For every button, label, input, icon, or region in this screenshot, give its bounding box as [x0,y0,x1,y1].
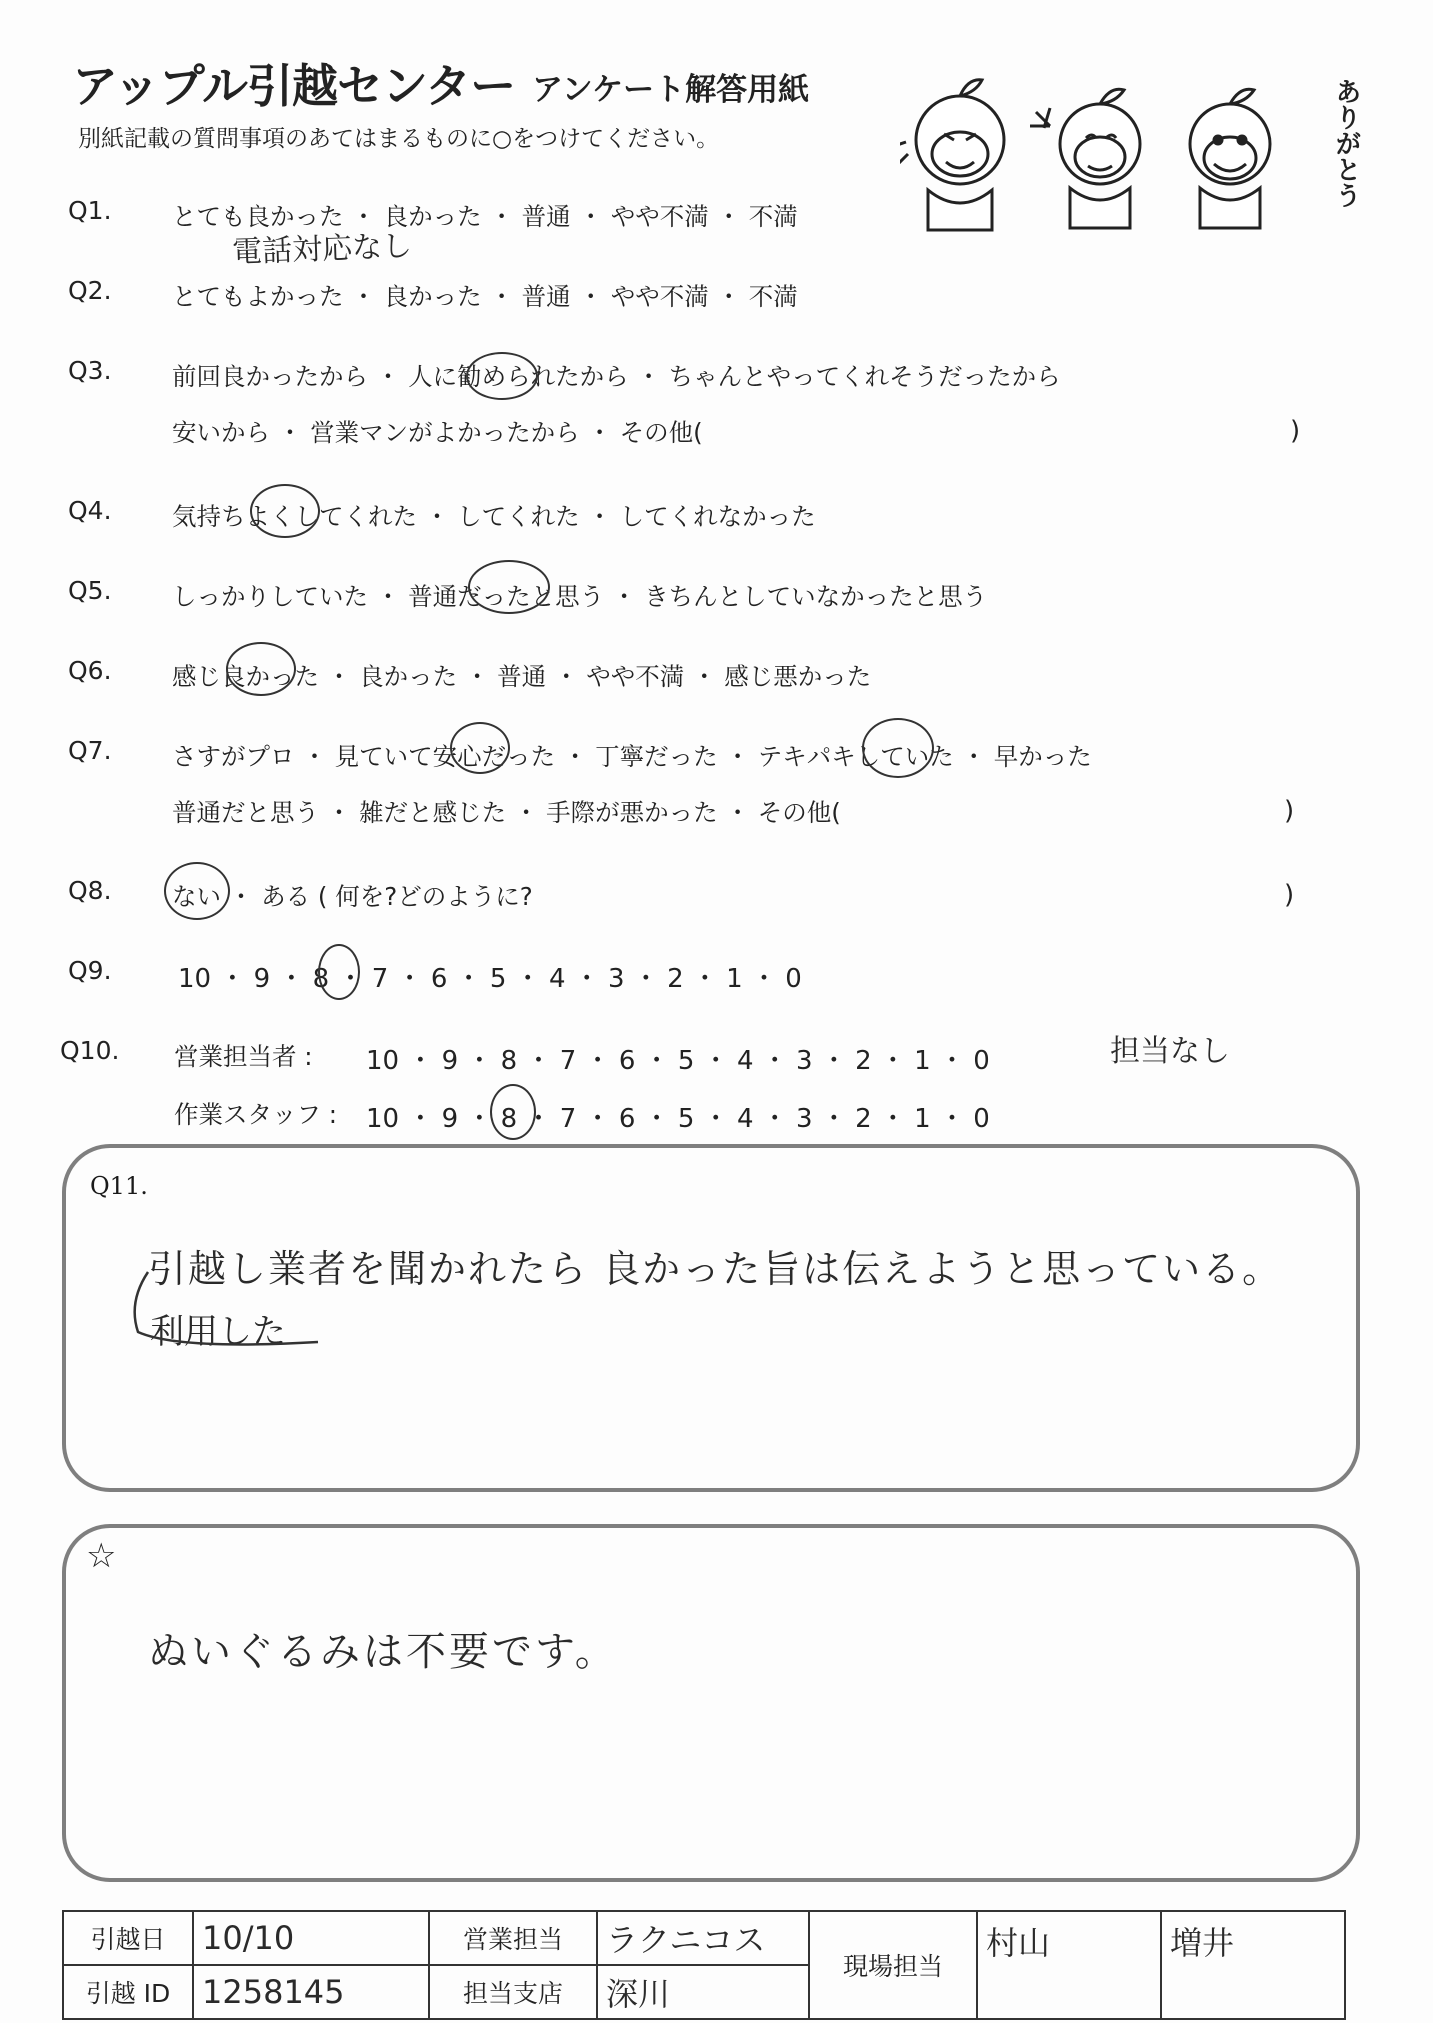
mascot-illustration [900,62,1340,242]
q7-answer-circle-1 [450,722,510,774]
q1-handwritten-note: 電話対応なし [231,228,413,271]
q1-label: Q1. [68,196,112,225]
q5-label: Q5. [68,576,112,605]
site-staff-value-2: 増井 [1161,1911,1345,2019]
site-staff-value-1: 村山 [977,1911,1161,2019]
q4-options: 気持ちよくしてくれた ・ してくれた ・ してくれなかった [172,502,816,531]
q10-staff-label: 作業スタッフ : [174,1100,338,1129]
q8-label: Q8. [68,876,112,905]
move-id-value: 1258145 [193,1965,429,2019]
q11-insert-caret-icon [120,1262,340,1362]
q3-label: Q3. [68,356,112,385]
q3-paren-close: ) [1290,416,1301,446]
q11-label: Q11. [90,1172,148,1200]
q8-paren-close: ) [1284,880,1295,910]
q9-label: Q9. [68,956,112,985]
q7-label: Q7. [68,736,112,765]
mascot-monkeys-icon [900,62,1340,242]
q8-answer-circle [164,862,230,920]
sales-staff-value: ラクニコス [597,1911,809,1965]
q4-label: Q4. [68,496,112,525]
q3-options-line1: 前回良かったから ・ 人に勧められたから ・ ちゃんとやってくれそうだったから [172,362,1061,391]
q6-options: 感じ良かった ・ 良かった ・ 普通 ・ やや不満 ・ 感じ悪かった [172,662,872,691]
brand-title: アップル引越センター [72,59,516,113]
comment-answer-box [62,1524,1360,1882]
q8-options: ない ・ ある ( 何を?どのように? [172,882,533,911]
q1-options: とても良かった ・ 良かった ・ 普通 ・ やや不満 ・ 不満 [172,202,798,231]
q4-answer-circle [250,484,320,538]
q7-answer-circle-2 [862,718,934,778]
q6-answer-circle [226,642,296,696]
q3-options-line2: 安いから ・ 営業マンがよかったから ・ その他( [172,418,703,447]
mascot-caption: ありがとう [1331,78,1361,208]
q5-options: しっかりしていた ・ 普通だったと思う ・ きちんとしていなかったと思う [172,582,988,611]
q7-options-line2: 普通だと思う ・ 雑だと感じた ・ 手際が悪かった ・ その他( [172,798,841,827]
star-mark: ☆ [86,1536,117,1576]
move-date-label: 引越日 [63,1911,193,1965]
q10-sales-handwritten-note: 担当なし [1110,1034,1230,1069]
q9-scale: 10 ・ 9 ・ 8 ・ 7 ・ 6 ・ 5 ・ 4 ・ 3 ・ 2 ・ 1 ・ 0 [178,964,802,994]
q2-label: Q2. [68,276,112,305]
move-id-label: 引越 ID [63,1965,193,2019]
q3-answer-circle [466,352,538,400]
branch-value: 深川 [597,1965,809,2019]
comment-handwritten-answer: ぬいぐるみは不要です。 [148,1629,618,1675]
q9-answer-circle [318,944,360,1000]
q10-staff-answer-circle [490,1084,536,1140]
move-date-value: 10/10 [193,1911,429,1965]
sales-staff-label: 営業担当 [429,1911,597,1965]
branch-label: 担当支店 [429,1965,597,2019]
q11-handwritten-answer: 引越し業者を聞かれたら 良かった旨は伝えようと思っている。 [148,1247,1283,1291]
footer-info-table [62,1910,1346,2020]
instruction-text: 別紙記載の質問事項のあてはまるものに○をつけてください。 [78,126,720,152]
q7-paren-close: ) [1284,796,1295,826]
q10-label: Q10. [60,1036,120,1065]
q10-staff-scale: 10 ・ 9 ・ 8 ・ 7 ・ 6 ・ 5 ・ 4 ・ 3 ・ 2 ・ 1 ・ 0 [366,1104,990,1134]
q6-label: Q6. [68,656,112,685]
q2-options: とてもよかった ・ 良かった ・ 普通 ・ やや不満 ・ 不満 [172,282,798,311]
site-staff-label: 現場担当 [809,1911,977,2019]
q11-handwritten-insert: 利用した [150,1312,286,1352]
q10-sales-label: 営業担当者 : [174,1042,313,1071]
form-subtitle: アンケート解答用紙 [532,72,810,108]
q7-options-line1: さすがプロ ・ 見ていて安心だった ・ 丁寧だった ・ テキパキしていた ・ 早かった [172,742,1092,771]
q5-answer-circle [468,560,550,614]
q10-sales-scale: 10 ・ 9 ・ 8 ・ 7 ・ 6 ・ 5 ・ 4 ・ 3 ・ 2 ・ 1 ・ 0 [366,1046,990,1076]
